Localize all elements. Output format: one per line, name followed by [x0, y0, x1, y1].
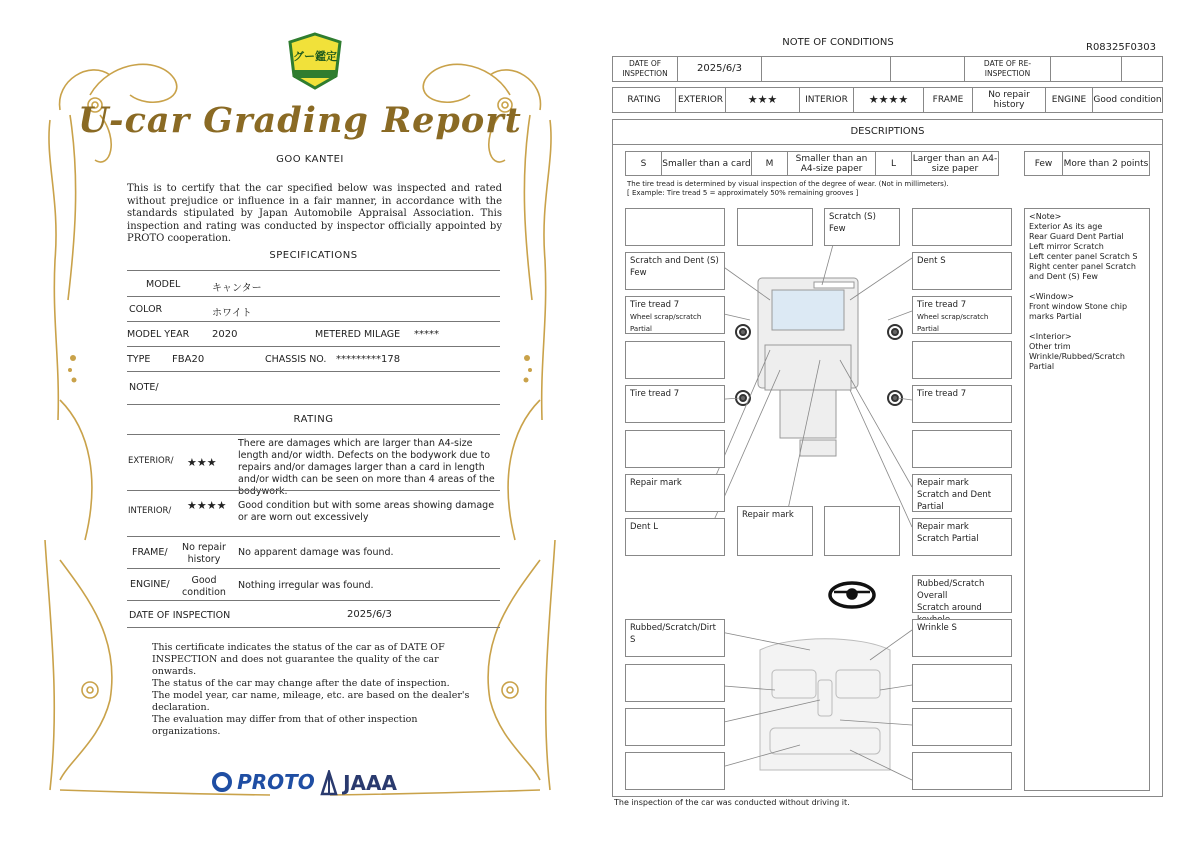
condition-box — [912, 664, 1012, 702]
condition-text: Dent S — [917, 256, 946, 266]
model-value: キャンター — [212, 283, 262, 294]
condition-text: Scratch and Dent Partial — [917, 490, 992, 512]
badge-text: グー鑑定 — [293, 50, 337, 63]
condition-box — [625, 296, 725, 334]
condition-text: Scratch Partial — [917, 534, 979, 544]
goo-kantei-badge-icon — [288, 32, 342, 90]
divider — [127, 627, 500, 628]
frame-label: FRAME — [924, 88, 973, 112]
legend-text: Smaller than an A4-size paper — [788, 152, 876, 175]
footnote-line: The evaluation may differ from that of other inspection organizations. — [152, 714, 418, 737]
condition-box — [912, 752, 1012, 790]
note-line: Partial — [1029, 362, 1055, 371]
condition-text: Dent L — [630, 522, 658, 532]
specifications-heading: SPECIFICATIONS — [269, 250, 358, 261]
condition-box — [625, 430, 725, 468]
divider — [127, 536, 500, 537]
condition-box — [625, 518, 725, 556]
noc-title: NOTE OF CONDITIONS — [782, 37, 894, 48]
note-line: <Note> — [1029, 212, 1062, 221]
note-spacer — [1029, 282, 1145, 292]
note-line: Front window Stone chip marks Partial — [1029, 302, 1128, 321]
condition-box — [912, 252, 1012, 290]
legend-key: S — [626, 152, 662, 175]
condition-box — [912, 385, 1012, 423]
milage-label: METERED MILAGE — [315, 329, 401, 340]
note-line: Left center panel Scratch S — [1029, 252, 1138, 261]
condition-text: Scratch (S) Few — [829, 212, 876, 234]
milage-value: ***** — [414, 329, 439, 340]
footnote-line: The model year, car name, mileage, etc. are based on the dealer's declaration. — [152, 690, 470, 713]
condition-box — [625, 208, 725, 246]
color-value: ホワイト — [212, 308, 252, 319]
frame-value: No repair history — [973, 88, 1046, 112]
certificate-intro: This is to certify that the car specified below was inspected and rated without prejudice or influence in a fair manner, in accordance with the standards stipulated by Japan Automobile Appraisal Association. This inspection and rating was conducted by inspector officially appointed by PROTO cooperation. — [127, 183, 502, 244]
condition-box — [625, 619, 725, 657]
proto-logo — [212, 770, 315, 794]
divider — [127, 270, 500, 271]
engine-label: ENGINE — [1046, 88, 1093, 112]
engine-label: ENGINE/ — [130, 579, 170, 590]
exterior-stars: ★★★ — [187, 456, 217, 469]
date-of-inspection-value: 2025/6/3 — [347, 609, 392, 620]
truck-windshield — [772, 290, 844, 330]
condition-box — [625, 252, 725, 290]
frame-description: No apparent damage was found. — [238, 547, 394, 558]
truck-chassis — [765, 345, 851, 390]
condition-box — [912, 341, 1012, 379]
condition-text: Tire tread 7 — [630, 389, 680, 399]
legend-text: Smaller than a card — [662, 152, 752, 175]
descriptions-heading: DESCRIPTIONS — [850, 126, 925, 137]
condition-box — [912, 430, 1012, 468]
jaaa-logo-text: JAAA — [343, 771, 397, 795]
proto-logo-text: PROTO — [237, 770, 315, 794]
note-line: <Interior> — [1029, 332, 1072, 341]
few-text: More than 2 points — [1063, 158, 1149, 169]
note-line: Exterior As its age — [1029, 222, 1103, 231]
rating-label: RATING — [613, 88, 676, 112]
condition-box — [912, 708, 1012, 746]
condition-text: Repair mark — [917, 478, 969, 488]
divider — [127, 371, 500, 372]
condition-box — [625, 385, 725, 423]
model-label: MODEL — [146, 279, 181, 290]
truck-frame — [780, 390, 836, 438]
interior-label: INTERIOR/ — [128, 506, 172, 516]
type-value: FBA20 — [172, 354, 205, 365]
condition-box — [625, 752, 725, 790]
jaaa-logo-icon — [320, 770, 338, 796]
condition-box — [912, 619, 1012, 657]
condition-text: Repair mark — [917, 522, 969, 532]
note-spacer — [1029, 322, 1145, 332]
condition-box — [824, 506, 900, 556]
condition-text: Wrinkle S — [917, 623, 957, 633]
condition-text: Tire tread 7 — [630, 300, 680, 310]
condition-box — [912, 208, 1012, 246]
frame-value: No repair history — [182, 542, 226, 565]
condition-text: Wheel scrap/scratch Partial — [917, 313, 989, 333]
interior-stars: ★★★★ — [854, 88, 924, 112]
engine-value: Good condition — [182, 575, 226, 598]
frame-label: FRAME/ — [132, 547, 168, 558]
note-label: NOTE/ — [129, 382, 159, 393]
condition-box — [912, 518, 1012, 556]
condition-box — [625, 341, 725, 379]
note-line: Other trim — [1029, 342, 1071, 351]
condition-text: Repair mark — [630, 478, 682, 488]
divider — [127, 568, 500, 569]
condition-box — [912, 296, 1012, 334]
note-line: Wrinkle/Rubbed/Scratch — [1029, 352, 1125, 361]
footnote-line: The status of the car may change after the date of inspection. — [152, 678, 450, 689]
exterior-label: EXTERIOR/ — [128, 456, 174, 466]
type-label: TYPE — [127, 354, 151, 365]
exterior-stars: ★★★ — [726, 88, 800, 112]
notes-panel — [1024, 208, 1150, 791]
steering-wheel-icon — [830, 583, 874, 607]
divider — [127, 404, 500, 405]
legend-key: L — [876, 152, 912, 175]
jaaa-logo — [320, 770, 397, 796]
note-of-conditions — [600, 0, 1200, 848]
condition-box — [912, 575, 1012, 613]
note-line: Rear Guard Dent Partial — [1029, 232, 1124, 241]
condition-box — [912, 474, 1012, 512]
rating-heading: RATING — [293, 414, 334, 425]
date-reinspection-label: DATE OF RE-INSPECTION — [965, 57, 1051, 81]
condition-text: Tire tread 7 — [917, 389, 967, 399]
note-line: Left mirror Scratch — [1029, 242, 1104, 251]
footer-note: The inspection of the car was conducted without driving it. — [614, 798, 850, 807]
engine-description: Nothing irregular was found. — [238, 580, 374, 591]
interior-label: INTERIOR — [800, 88, 854, 112]
divider — [127, 346, 500, 347]
tire-note: The tire tread is determined by visual inspection of the degree of wear. (Not in millimeters). — [627, 180, 949, 188]
tire-note-example: [ Example: Tire tread 5 = approximately 50% remaining grooves ] — [627, 189, 859, 197]
model-year-value: 2020 — [212, 329, 238, 340]
condition-text: Scratch and Dent (S) Few — [630, 256, 719, 278]
condition-box — [737, 506, 813, 556]
date-inspection-value: 2025/6/3 — [678, 57, 762, 81]
divider — [127, 490, 500, 491]
proto-logo-icon — [212, 772, 232, 792]
divider — [127, 600, 500, 601]
color-label: COLOR — [129, 304, 163, 315]
date-inspection-label: DATE OF INSPECTION — [613, 57, 678, 81]
condition-box — [737, 208, 813, 246]
divider — [127, 434, 500, 435]
condition-text: Wheel scrap/scratch Partial — [630, 313, 702, 333]
chassis-value: *********178 — [336, 354, 401, 365]
condition-text: Rubbed/Scratch/Dirt S — [630, 623, 716, 645]
condition-box — [625, 708, 725, 746]
interior-stars: ★★★★ — [187, 499, 227, 512]
divider — [127, 321, 500, 322]
footnote-line: This certificate indicates the status of the car as of DATE OF INSPECTION and does not guarantee the quality of the car onwards. — [152, 642, 445, 677]
note-line: Right center panel Scratch and Dent (S) Few — [1029, 262, 1136, 281]
truck-rear — [800, 440, 836, 456]
condition-box — [625, 664, 725, 702]
interior-description: Good condition but with some areas showing damage or are worn out excessively — [238, 500, 495, 523]
exterior-label: EXTERIOR — [676, 88, 726, 112]
report-title: U-car Grading Report — [78, 100, 522, 141]
condition-text: Scratch around — [917, 603, 982, 613]
condition-text: Repair mark — [742, 510, 794, 520]
model-year-label: MODEL YEAR — [127, 329, 190, 340]
reference-number: R08325F0303 — [1086, 42, 1156, 53]
interior-diagram — [760, 639, 890, 770]
note-line: <Window> — [1029, 292, 1074, 301]
chassis-label: CHASSIS NO. — [265, 354, 327, 365]
condition-text: Tire tread 7 — [917, 300, 967, 310]
legend-text: Larger than an A4-size paper — [912, 153, 998, 174]
engine-value: Good condition — [1093, 95, 1162, 105]
condition-box — [625, 474, 725, 512]
date-of-inspection-label: DATE OF INSPECTION — [129, 610, 231, 621]
certificate-footnote — [152, 642, 482, 738]
legend-key: M — [752, 152, 788, 175]
condition-text: Rubbed/Scratch Overall — [917, 579, 985, 601]
exterior-description: There are damages which are larger than A4-size length and/or width. Defects on the bodywork due to repairs and/or damages larger than a card in length and/or width can be seen on more than 4 areas of the bodywork. — [238, 438, 495, 497]
few-label: Few — [1025, 152, 1063, 175]
divider — [127, 296, 500, 297]
condition-box — [824, 208, 900, 246]
report-subtitle: GOO KANTEI — [276, 154, 344, 165]
